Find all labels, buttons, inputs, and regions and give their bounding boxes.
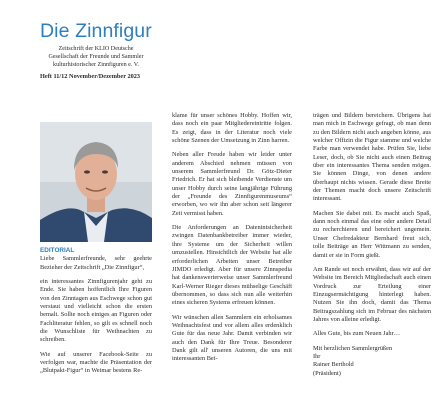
signature-name: Rainer Berthold (313, 361, 354, 369)
magazine-subtitle: Zeitschrift der KLIO Deutsche Gesellschaft der Freunde und Sammler kulturhistorischer Zinnfiguren e. V. (48, 46, 144, 69)
column-3 (313, 112, 431, 378)
paragraph: Die Anforderungen an Datenintsicherheit zwingen Datenbankbetreiber immer wieder, ihre Systeme um der Sicherheit willen umzustellen. Hinsichtlich der Website hat alle erforderlichen Arbeiten unser Betreiber JIMDO erledigt. Aber für unsere Zinnspedia hat dankenswerterweise unser Sammlerfreund Karl-Werner Rieger dieses mühselige Geschäft übernommen, so dass sich nun alle weiterhin eines sicheren Systems erfreuen können. (172, 224, 292, 307)
magazine-title: Die Zinnfigur (40, 20, 152, 42)
paragraph: Am Rande sei noch erwähnt, dass wir auf der Website im Bereich Mitgliedschaft auch einen Vordruck zur Erteilung einer Einzugsermächtigung hinterlegt haben. Nutzen Sie ihn doch, damit das Thema Beitragszahlung sich im Februar des nächsten Jahres von alleine erledigt. (313, 265, 431, 323)
editorial-heading: EDITORIAL (40, 247, 75, 254)
paragraph: Machen Sie dabei mit. Es macht auch Spaß, dann noch einmal das eine oder andere Detail zu recherchieren und bereichert ungemein. Unser Chefredakteur Bernhard freut sich, tolle Beiträge an Herr Wittmann zu senden, damit er sie in Form gießt. (313, 209, 431, 259)
paragraph: ein interessantes Zinnfigurenjahr geht zu Ende. Sie haben hoffentlich Ihre Figuren von den Zinntagen aus Eschwege schon gut verstaut und vielleicht schon die ersten bemalt. Sollte noch einiges an Figuren oder Fachliteratur fehlen, so gilt es schnell noch die Wunschliste für Weihnachten zu schreiben. (40, 278, 152, 344)
paragraph: klame für unser schönes Hobby. Hoffen wir, dass noch ein paar Mitgliedereintritte folgen. Es zeigt, dass in der Literatur noch viele schöne Szenen der Umsetzung in Zinn harren. (172, 112, 292, 145)
issue-label: Heft 11/12 November/Dezember 2023 (40, 72, 141, 80)
signature-line: Mit herzlichen Sammlergrüßen (313, 344, 393, 352)
signature-line: Ihr (313, 352, 321, 360)
paragraph: Liebe Sammlerfreunde, sehr geehrte Bezieher der Zeitschrift „Die Zinnfigur“, (40, 255, 152, 271)
signature-block (313, 345, 431, 378)
column-1 (40, 247, 152, 382)
paragraph: Wir wünschen allen Sammlern ein erholsames Weihnachtsfest und vor allem alles erdenklich Gute für das neue Jahr. Damit verbinden wir auch den Dank für Ihre Treue. Besonderer Dank gilt all' unseren Autoren, die uns mit interessanten Bei- (172, 313, 292, 363)
paragraph: trägen und Bildern bereichern. Übrigens hat man mich in Eschwege gefragt, ob man denn zu den Bildern nicht auch angeben könne, aus welcher Offizin die Figur stamme und welche Farbe man verwendet habe. Prüfen Sie, liebe Leser, doch, ob Sie nicht auch einen Beitrag über ein interessantes Thema senden mögen. Sie können Dinge, von denen andere überhaupt nichts wissen. Gerade diese Breite der Themen macht doch unsere Zeitschrift interessant. (313, 112, 431, 203)
paragraph: Neben aller Freude haben wir leider unter anderem Abschied nehmen müssen von unserem Sammlerfreund Dr. Götz-Dieter Friedrich. Er hat sich bleibende Verdienste um unser Hobby durch seine langjährige Führung der „Freunde des Zinnfigurenmuseums“ erworben, wo wir ihn aber schon seit längerer Zeit vermisst haben. (172, 151, 292, 217)
portrait-illustration (40, 122, 152, 242)
column-2 (172, 112, 292, 370)
paragraph: Wie auf unserer Facebook-Seite zu verfolgen war, machte die Präsentation der „Blutpakt-Figur“ in Weimar bestens Re- (40, 350, 152, 375)
paragraph: Alles Gute, bis zum Neuen Jahr… (313, 330, 401, 338)
masthead (40, 20, 152, 80)
signature-role: (Präsident) (313, 369, 341, 377)
author-portrait-photo (40, 122, 152, 242)
